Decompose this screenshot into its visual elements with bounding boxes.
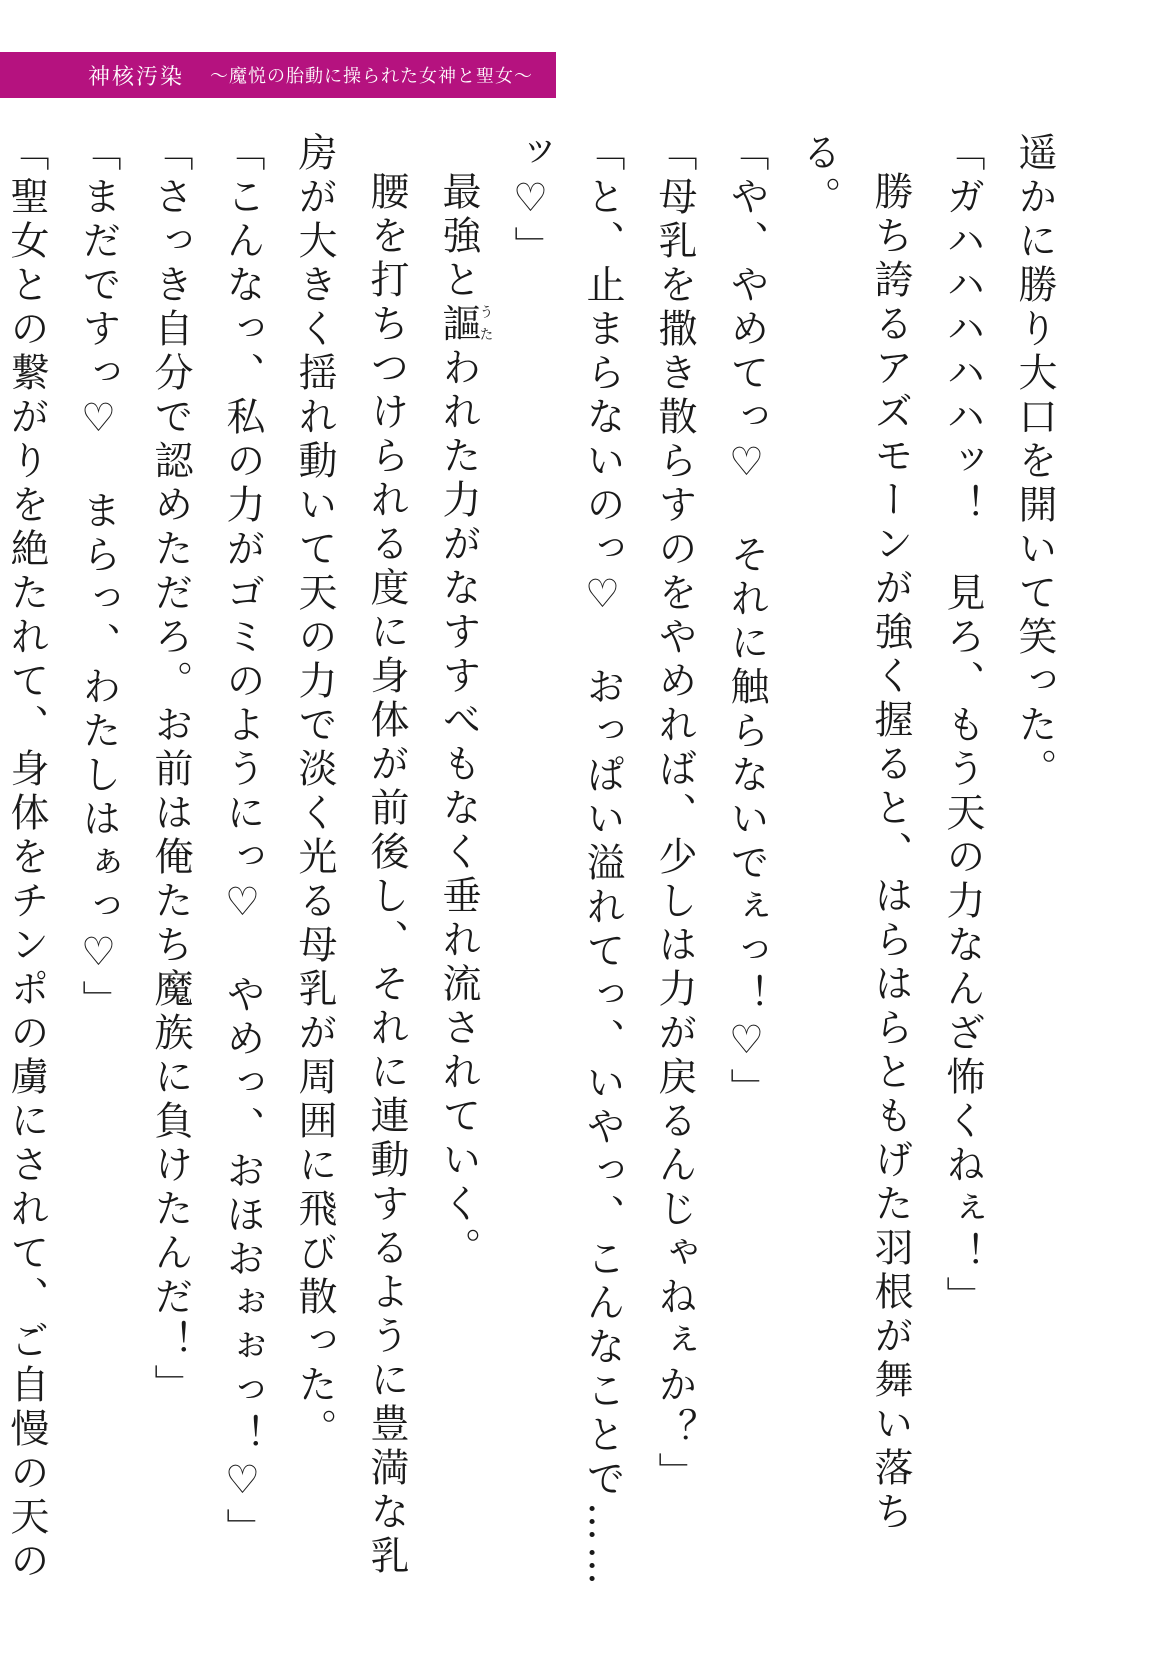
paragraph: 遥かに勝り大口を開いて笑った。	[1012, 132, 1057, 792]
ruby-base: 謳	[436, 303, 481, 347]
ruby-annotation	[436, 303, 494, 347]
dialogue-line: 「ガハハハハハッ！ 見ろ、もう天の力なんざ怖くねぇ！」	[940, 132, 985, 1320]
paragraph: 勝ち誇るアズモーンが強く握ると、はらはらともげた羽根が舞い落ちる。	[796, 132, 913, 1535]
dialogue-line: 「聖女との繋がりを絶たれて、身体をチンポの虜にされて、ご自慢の天の	[4, 132, 49, 1584]
header-bar	[0, 52, 556, 98]
dialogue-line: 「と、止まらないのっ♡ おっぱい溢れてっ、いやっ、こんなことで……ッ♡」	[508, 132, 625, 1590]
paragraph	[422, 132, 494, 1602]
ruby-reading: うた	[477, 303, 494, 347]
book-subtitle: ～魔悦の胎動に操られた女神と聖女～	[210, 66, 534, 87]
dialogue-line: 「まだですっ♡ まらっ、わたしはぁっ♡」	[76, 132, 121, 1024]
dialogue-line: 「こんなっ、私の力がゴミのようにっ♡ やめっ、おほおぉぉっ！♡」	[220, 132, 265, 1552]
page-body	[4, 132, 1070, 1602]
book-title: 神核汚染	[88, 64, 185, 90]
paragraph-text-after-ruby: われた力がなすすべもなく垂れ流されていく。	[436, 347, 481, 1271]
dialogue-line: 「や、やめてっ♡ それに触らないでぇっ！♡」	[724, 132, 769, 1112]
dialogue-line: 「母乳を撒き散らすのをやめれば、少しは力が戻るんじゃねぇか？」	[652, 132, 697, 1496]
dialogue-line: 「さっき自分で認めただろ。お前は俺たち魔族に負けたんだ！」	[148, 132, 193, 1408]
paragraph: 腰を打ちつけられる度に身体が前後し、それに連動するように豊満な乳房が大きく揺れ動いて天の力で淡く光る母乳が周囲に飛び散った。	[292, 132, 409, 1579]
paragraph-text-before-ruby: 最強と	[436, 171, 481, 303]
